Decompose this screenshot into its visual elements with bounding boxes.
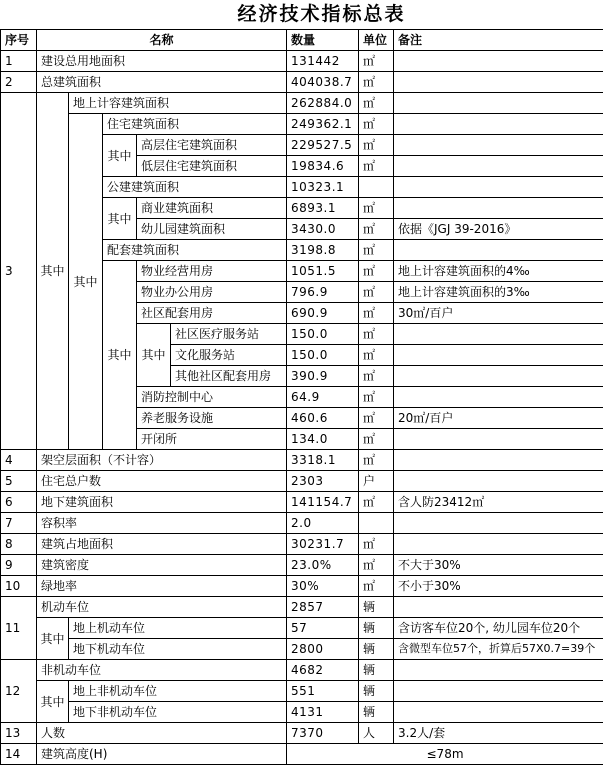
table-header-row bbox=[1, 30, 603, 51]
table-row: 文化服务站 150.0 ㎡ bbox=[1, 345, 603, 366]
table-row: 地下机动车位 2800 辆 含微型车位57个，折算后57X0.7=39个 bbox=[1, 639, 603, 660]
table-row: 其中 住宅建筑面积 249362.1 ㎡ bbox=[1, 114, 603, 135]
header-note: 备注 bbox=[394, 30, 603, 51]
table-row: 7 容积率 2.0 bbox=[1, 513, 603, 534]
indicator-table bbox=[0, 29, 603, 765]
row-3-seq: 3 bbox=[1, 93, 37, 450]
table-row: 社区配套用房 690.9 ㎡ 30㎡/百户 bbox=[1, 303, 603, 324]
row-3-sub-qizhong: 其中 bbox=[69, 114, 103, 450]
table-row: 地下非机动车位 4131 辆 bbox=[1, 702, 603, 723]
table-row: 幼儿园建筑面积 3430.0 ㎡ 依据《JGJ 39-2016》 bbox=[1, 219, 603, 240]
table-row: 配套建筑面积 3198.8 ㎡ bbox=[1, 240, 603, 261]
table-row: 其中 高层住宅建筑面积 229527.5 ㎡ bbox=[1, 135, 603, 156]
table-row: 开闭所 134.0 ㎡ bbox=[1, 429, 603, 450]
table-title: 经济技术指标总表 bbox=[237, 3, 406, 25]
row-3-qizhong: 其中 bbox=[37, 93, 69, 450]
table-row: 低层住宅建筑面积 19834.6 ㎡ bbox=[1, 156, 603, 177]
table-row: 4 架空层面积（不计容） 3318.1 ㎡ bbox=[1, 450, 603, 471]
table-row: 14 建筑高度(H) ≤78m bbox=[1, 744, 603, 765]
table-row: 其中 商业建筑面积 6893.1 ㎡ bbox=[1, 198, 603, 219]
table-row: 6 地下建筑面积 141154.7 ㎡ 含人防23412㎡ bbox=[1, 492, 603, 513]
table-row: 3 其中 地上计容建筑面积 262884.0 ㎡ bbox=[1, 93, 603, 114]
table-row: 1 建设总用地面积 131442 ㎡ bbox=[1, 51, 603, 72]
table-row: 2 总建筑面积 404038.7 ㎡ bbox=[1, 72, 603, 93]
table-row: 13 人数 7370 人 3.2人/套 bbox=[1, 723, 603, 744]
table-row: 5 住宅总户数 2303 户 bbox=[1, 471, 603, 492]
header-seq: 序号 bbox=[1, 30, 37, 51]
table-row: 12 非机动车位 4682 辆 bbox=[1, 660, 603, 681]
header-name: 名称 bbox=[37, 30, 287, 51]
table-row: 其中 物业经营用房 1051.5 ㎡ 地上计容建筑面积的4‰ bbox=[1, 261, 603, 282]
table-row: 公建建筑面积 10323.1 bbox=[1, 177, 603, 198]
table-row: 其中 地上机动车位 57 辆 含访客车位20个, 幼儿园车位20个 bbox=[1, 618, 603, 639]
header-unit: 单位 bbox=[359, 30, 394, 51]
header-qty: 数量 bbox=[287, 30, 359, 51]
table-row: 其中 社区医疗服务站 150.0 ㎡ bbox=[1, 324, 603, 345]
table-row: 物业办公用房 796.9 ㎡ 地上计容建筑面积的3‰ bbox=[1, 282, 603, 303]
table-row: 消防控制中心 64.9 ㎡ bbox=[1, 387, 603, 408]
table-row: 11 机动车位 2857 辆 bbox=[1, 597, 603, 618]
table-row: 养老服务设施 460.6 ㎡ 20㎡/百户 bbox=[1, 408, 603, 429]
table-row: 8 建筑占地面积 30231.7 ㎡ bbox=[1, 534, 603, 555]
table-row: 10 绿地率 30% ㎡ 不小于30% bbox=[1, 576, 603, 597]
table-row: 其他社区配套用房 390.9 ㎡ bbox=[1, 366, 603, 387]
table-row: 其中 地上非机动车位 551 辆 bbox=[1, 681, 603, 702]
table-row: 9 建筑密度 23.0% ㎡ 不大于30% bbox=[1, 555, 603, 576]
